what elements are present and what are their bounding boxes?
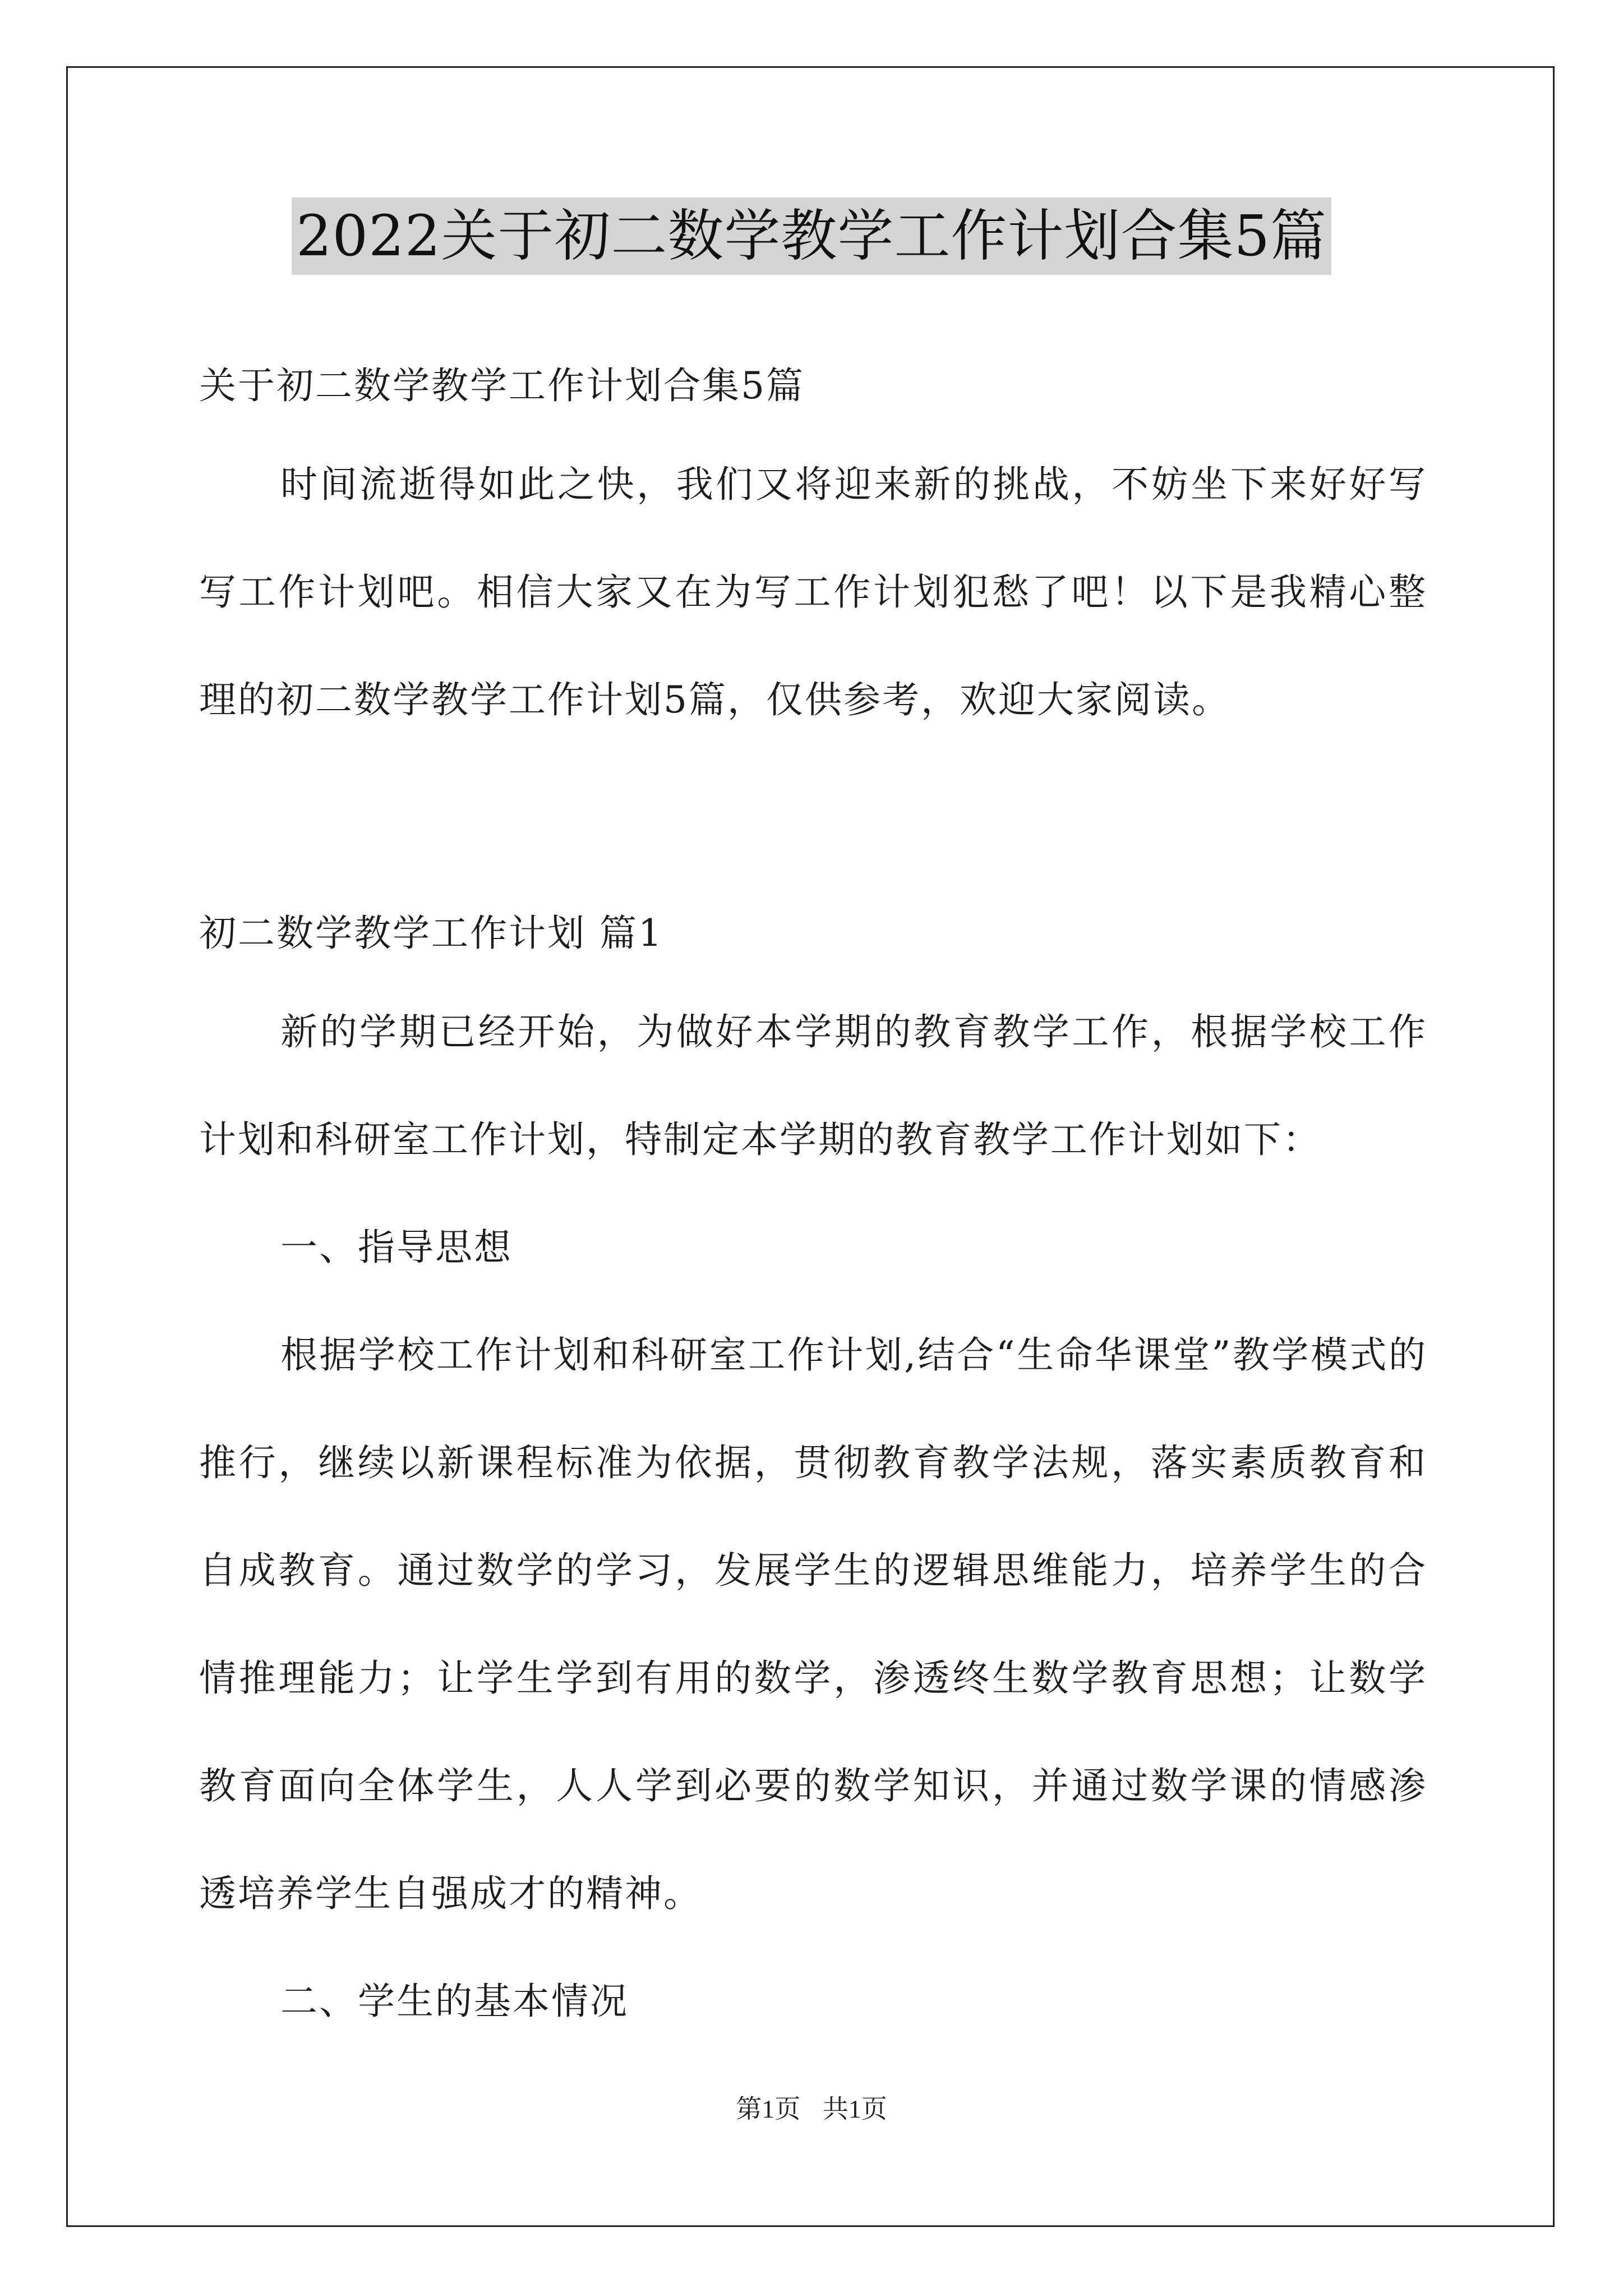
intro-paragraph: 时间流逝得如此之快，我们又将迎来新的挑战，不妨坐下来好好写写工作计划吧。相信大家又在为写工作计划犯愁了吧！以下是我精心整理的初二数学教学工作计划5篇，仅供参考，欢迎大家阅读。 bbox=[199, 463, 1427, 721]
title-container bbox=[0, 197, 1623, 275]
intro-block bbox=[199, 431, 1427, 754]
page-footer bbox=[0, 2092, 1623, 2126]
document-subtitle bbox=[199, 332, 1427, 440]
subheading-guiding-ideology: 一、指导思想 bbox=[280, 1226, 513, 1269]
subheading-student-situation: 二、学生的基本情况 bbox=[280, 1980, 629, 2023]
section-heading: 初二数学教学工作计划 篇1 bbox=[199, 912, 663, 955]
body-paragraph: 新的学期已经开始，为做好本学期的教育教学工作，根据学校工作计划和科研室工作计划，特制定本学期的教育教学工作计划如下： bbox=[199, 1010, 1427, 1161]
page-total: 共1页 bbox=[822, 2095, 887, 2123]
page-number: 第1页 bbox=[736, 2095, 801, 2123]
section-body bbox=[199, 978, 1427, 2055]
subtitle-text: 关于初二数学教学工作计划合集5篇 bbox=[199, 364, 805, 407]
body-paragraph: 根据学校工作计划和科研室工作计划,结合“生命华课堂”教学模式的推行，继续以新课程标准为依据，贯彻教育教学法规，落实素质教育和自成教育。通过数学的学习，发展学生的逻辑思维能力，培养学生的合情推理能力；让学生学到有用的数学，渗透终生数学教育思想；让数学教育面向全体学生，人人学到必要的数学知识，并通过数学课的情感渗透培养学生自强成才的精神。 bbox=[199, 1333, 1427, 1915]
section-heading-block bbox=[199, 880, 1427, 987]
document-title: 2022关于初二数学教学工作计划合集5篇 bbox=[292, 197, 1331, 275]
